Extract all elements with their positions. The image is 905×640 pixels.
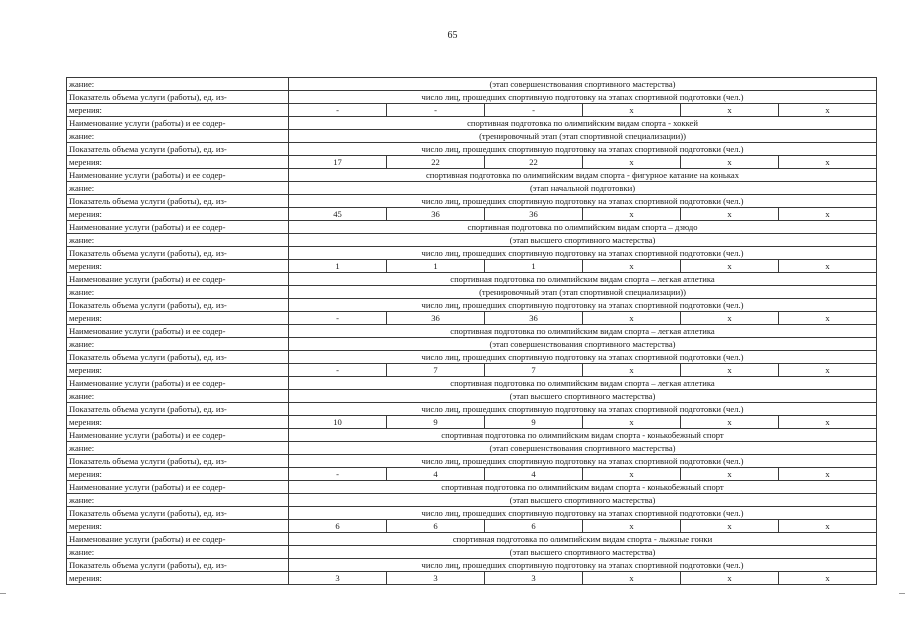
row-label: Наименование услуги (работы) и ее содер- [67, 325, 289, 338]
row-label: мерения: [67, 156, 289, 169]
row-label: Наименование услуги (работы) и ее содер- [67, 481, 289, 494]
value-cell: 3 [289, 572, 387, 585]
row-label: жание: [67, 234, 289, 247]
row-description: (тренировочный этап (этап спортивной специализации)) [289, 130, 877, 143]
row-label: мерения: [67, 520, 289, 533]
value-cell: x [779, 156, 877, 169]
table-row [67, 182, 877, 195]
value-cell: - [387, 104, 485, 117]
value-cell: 9 [485, 416, 583, 429]
scan-edge-mark [899, 593, 905, 594]
value-cell: x [583, 104, 681, 117]
row-description: число лиц, прошедших спортивную подготовку на этапах спортивной подготовки (чел.) [289, 351, 877, 364]
value-cell: 7 [485, 364, 583, 377]
value-cell: 7 [387, 364, 485, 377]
value-cell: x [583, 364, 681, 377]
value-cell: x [779, 468, 877, 481]
value-cell: x [583, 520, 681, 533]
value-cell: 10 [289, 416, 387, 429]
table-row [67, 260, 877, 273]
row-label: Наименование услуги (работы) и ее содер- [67, 221, 289, 234]
table-row [67, 273, 877, 286]
row-description: число лиц, прошедших спортивную подготовку на этапах спортивной подготовки (чел.) [289, 559, 877, 572]
row-description: (этап совершенствования спортивного мастерства) [289, 78, 877, 91]
row-description: число лиц, прошедших спортивную подготовку на этапах спортивной подготовки (чел.) [289, 299, 877, 312]
row-description: спортивная подготовка по олимпийским видам спорта - конькобежный спорт [289, 481, 877, 494]
row-label: жание: [67, 130, 289, 143]
value-cell: 45 [289, 208, 387, 221]
value-cell: - [289, 104, 387, 117]
value-cell: x [681, 104, 779, 117]
table-row [67, 247, 877, 260]
row-label: мерения: [67, 260, 289, 273]
table-row [67, 403, 877, 416]
value-cell: - [485, 104, 583, 117]
value-cell: x [681, 468, 779, 481]
row-label: жание: [67, 494, 289, 507]
row-label: жание: [67, 546, 289, 559]
value-cell: x [779, 104, 877, 117]
value-cell: 6 [387, 520, 485, 533]
row-label: Наименование услуги (работы) и ее содер- [67, 429, 289, 442]
value-cell: x [779, 520, 877, 533]
row-label: жание: [67, 182, 289, 195]
row-label: Показатель объема услуги (работы), ед. из- [67, 455, 289, 468]
table-row [67, 442, 877, 455]
table-row [67, 338, 877, 351]
value-cell: 22 [485, 156, 583, 169]
row-description: (этап высшего спортивного мастерства) [289, 494, 877, 507]
value-cell: 6 [289, 520, 387, 533]
table-row [67, 351, 877, 364]
row-description: спортивная подготовка по олимпийским видам спорта – дзюдо [289, 221, 877, 234]
row-label: Показатель объема услуги (работы), ед. из- [67, 299, 289, 312]
table-row [67, 286, 877, 299]
table-row [67, 572, 877, 585]
scan-edge-mark [0, 593, 6, 594]
table-row [67, 455, 877, 468]
table-row [67, 130, 877, 143]
table-row [67, 416, 877, 429]
value-cell: 3 [485, 572, 583, 585]
row-label: Показатель объема услуги (работы), ед. из- [67, 351, 289, 364]
row-description: спортивная подготовка по олимпийским видам спорта - конькобежный спорт [289, 429, 877, 442]
row-label: Показатель объема услуги (работы), ед. из- [67, 507, 289, 520]
value-cell: 36 [387, 312, 485, 325]
value-cell: x [779, 364, 877, 377]
value-cell: x [681, 208, 779, 221]
value-cell: - [289, 364, 387, 377]
table-row [67, 429, 877, 442]
page-number: 65 [447, 30, 458, 41]
row-description: спортивная подготовка по олимпийским видам спорта – легкая атлетика [289, 377, 877, 390]
table-row [67, 507, 877, 520]
row-label: жание: [67, 442, 289, 455]
row-label: Наименование услуги (работы) и ее содер- [67, 273, 289, 286]
row-label: Показатель объема услуги (работы), ед. из- [67, 559, 289, 572]
table-row [67, 325, 877, 338]
value-cell: x [583, 260, 681, 273]
row-description: число лиц, прошедших спортивную подготовку на этапах спортивной подготовки (чел.) [289, 195, 877, 208]
table-row [67, 390, 877, 403]
value-cell: x [583, 572, 681, 585]
row-description: спортивная подготовка по олимпийским видам спорта – легкая атлетика [289, 325, 877, 338]
row-label: Показатель объема услуги (работы), ед. из- [67, 247, 289, 260]
table-row [67, 481, 877, 494]
row-description: (этап совершенствования спортивного мастерства) [289, 338, 877, 351]
row-description: (этап высшего спортивного мастерства) [289, 234, 877, 247]
row-description: спортивная подготовка по олимпийским видам спорта - фигурное катание на коньках [289, 169, 877, 182]
table-row [67, 312, 877, 325]
value-cell: x [583, 416, 681, 429]
table-row [67, 520, 877, 533]
value-cell: 6 [485, 520, 583, 533]
table-row [67, 234, 877, 247]
table-row [67, 104, 877, 117]
row-description: (этап высшего спортивного мастерства) [289, 546, 877, 559]
table-row [67, 533, 877, 546]
table-row [67, 559, 877, 572]
value-cell: x [779, 208, 877, 221]
value-cell: 1 [289, 260, 387, 273]
table-row [67, 117, 877, 130]
row-description: (этап высшего спортивного мастерства) [289, 390, 877, 403]
table-row [67, 78, 877, 91]
table-row [67, 546, 877, 559]
row-description: (этап совершенствования спортивного мастерства) [289, 442, 877, 455]
value-cell: x [681, 312, 779, 325]
row-description: число лиц, прошедших спортивную подготовку на этапах спортивной подготовки (чел.) [289, 507, 877, 520]
table-row [67, 364, 877, 377]
row-description: (тренировочный этап (этап спортивной специализации)) [289, 286, 877, 299]
service-volume-table [66, 77, 877, 585]
row-description: спортивная подготовка по олимпийским видам спорта - лыжные гонки [289, 533, 877, 546]
table-row [67, 221, 877, 234]
value-cell: 36 [485, 208, 583, 221]
table-row [67, 299, 877, 312]
table-row [67, 169, 877, 182]
value-cell: x [681, 364, 779, 377]
row-label: мерения: [67, 416, 289, 429]
row-label: жание: [67, 390, 289, 403]
value-cell: x [779, 312, 877, 325]
table-row [67, 494, 877, 507]
table-row [67, 156, 877, 169]
table-row [67, 468, 877, 481]
row-description: число лиц, прошедших спортивную подготовку на этапах спортивной подготовки (чел.) [289, 247, 877, 260]
value-cell: x [681, 156, 779, 169]
value-cell: 4 [485, 468, 583, 481]
value-cell: 3 [387, 572, 485, 585]
value-cell: x [681, 260, 779, 273]
value-cell: 1 [387, 260, 485, 273]
value-cell: 1 [485, 260, 583, 273]
value-cell: - [289, 312, 387, 325]
value-cell: x [779, 416, 877, 429]
value-cell: - [289, 468, 387, 481]
row-description: число лиц, прошедших спортивную подготовку на этапах спортивной подготовки (чел.) [289, 403, 877, 416]
value-cell: 17 [289, 156, 387, 169]
value-cell: x [681, 416, 779, 429]
row-description: число лиц, прошедших спортивную подготовку на этапах спортивной подготовки (чел.) [289, 91, 877, 104]
table-row [67, 91, 877, 104]
value-cell: 22 [387, 156, 485, 169]
value-cell: x [583, 208, 681, 221]
row-label: жание: [67, 286, 289, 299]
value-cell: x [681, 520, 779, 533]
row-label: жание: [67, 78, 289, 91]
value-cell: x [779, 572, 877, 585]
row-label: Показатель объема услуги (работы), ед. из- [67, 91, 289, 104]
row-label: мерения: [67, 364, 289, 377]
row-label: Показатель объема услуги (работы), ед. из- [67, 143, 289, 156]
value-cell: x [779, 260, 877, 273]
value-cell: 9 [387, 416, 485, 429]
value-cell: x [583, 468, 681, 481]
row-label: Показатель объема услуги (работы), ед. из- [67, 195, 289, 208]
value-cell: x [583, 312, 681, 325]
row-label: мерения: [67, 572, 289, 585]
row-description: (этап начальной подготовки) [289, 182, 877, 195]
row-label: мерения: [67, 104, 289, 117]
table-row [67, 377, 877, 390]
value-cell: x [583, 156, 681, 169]
table-row [67, 195, 877, 208]
row-label: Наименование услуги (работы) и ее содер- [67, 533, 289, 546]
row-label: Наименование услуги (работы) и ее содер- [67, 169, 289, 182]
row-description: спортивная подготовка по олимпийским видам спорта – легкая атлетика [289, 273, 877, 286]
row-label: жание: [67, 338, 289, 351]
row-description: спортивная подготовка по олимпийским видам спорта - хоккей [289, 117, 877, 130]
value-cell: 36 [485, 312, 583, 325]
value-cell: 36 [387, 208, 485, 221]
table-row [67, 143, 877, 156]
table-row [67, 208, 877, 221]
row-label: Наименование услуги (работы) и ее содер- [67, 117, 289, 130]
row-label: мерения: [67, 468, 289, 481]
row-label: Показатель объема услуги (работы), ед. из- [67, 403, 289, 416]
value-cell: x [681, 572, 779, 585]
row-label: мерения: [67, 208, 289, 221]
value-cell: 4 [387, 468, 485, 481]
row-description: число лиц, прошедших спортивную подготовку на этапах спортивной подготовки (чел.) [289, 143, 877, 156]
row-label: Наименование услуги (работы) и ее содер- [67, 377, 289, 390]
row-label: мерения: [67, 312, 289, 325]
row-description: число лиц, прошедших спортивную подготовку на этапах спортивной подготовки (чел.) [289, 455, 877, 468]
